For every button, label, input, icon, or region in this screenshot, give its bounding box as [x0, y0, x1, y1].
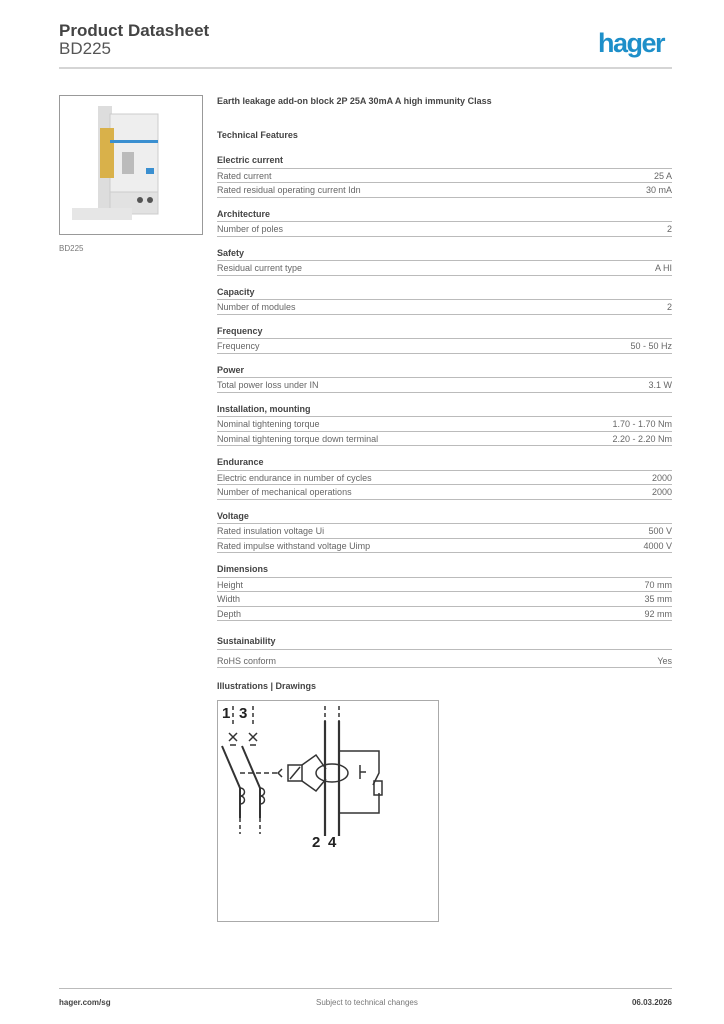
feature-sections [217, 154, 672, 668]
feature-label: RoHS conform [217, 655, 277, 666]
feature-label: Height [217, 579, 244, 590]
feature-value: 2.20 - 2.20 Nm [612, 433, 672, 444]
section-title: Power [217, 364, 672, 379]
feature-row [217, 417, 672, 432]
section-title: Installation, mounting [217, 403, 672, 418]
feature-row [217, 300, 672, 315]
section-title: Capacity [217, 286, 672, 301]
feature-value: 500 V [648, 526, 672, 536]
feature-label: Frequency [217, 341, 260, 351]
feature-section [217, 154, 672, 198]
wiring-diagram [217, 700, 439, 922]
terminal-label: 2 [312, 834, 321, 851]
footer-date: 06.03.2026 [631, 998, 672, 1007]
feature-label: Number of poles [217, 224, 284, 234]
feature-label: Rated current [217, 170, 272, 181]
footer-note: Subject to technical changes [316, 998, 418, 1007]
feature-label: Rated impulse withstand voltage Uimp [217, 540, 371, 551]
feature-label: Nominal tightening torque [217, 419, 320, 429]
datasheet-content [217, 96, 672, 668]
feature-row [217, 378, 672, 393]
footer-divider [59, 988, 672, 989]
feature-value: 70 mm [644, 579, 672, 590]
terminal-label: 3 [239, 705, 248, 722]
feature-section [217, 247, 672, 276]
illustrations-heading: Illustrations | Drawings [217, 681, 317, 691]
feature-row [217, 471, 672, 486]
hager-logo: hager [598, 28, 665, 58]
feature-value: 4000 V [643, 540, 672, 551]
feature-row [217, 539, 672, 554]
feature-row [217, 432, 672, 447]
feature-row [217, 524, 672, 539]
feature-value: 3.1 W [648, 380, 672, 390]
feature-row [217, 654, 672, 669]
feature-section [217, 364, 672, 393]
feature-label: Nominal tightening torque down terminal [217, 433, 379, 444]
feature-value: 92 mm [644, 608, 672, 619]
feature-row [217, 222, 672, 237]
feature-value: 2000 [651, 487, 672, 497]
feature-section [217, 403, 672, 447]
feature-section [217, 456, 672, 500]
page-title: Product Datasheet [59, 21, 210, 40]
feature-section [217, 286, 672, 315]
section-title: Safety [217, 247, 672, 262]
feature-value: 50 - 50 Hz [630, 341, 672, 351]
feature-label: Number of modules [217, 302, 296, 312]
technical-features-heading: Technical Features [217, 130, 298, 140]
feature-label: Residual current type [217, 263, 303, 273]
feature-label: Electric endurance in number of cycles [217, 472, 372, 483]
feature-section [217, 510, 672, 554]
feature-value: Yes [657, 655, 672, 666]
feature-section [217, 635, 672, 668]
section-title: Endurance [217, 456, 672, 471]
feature-label: Width [217, 594, 241, 604]
product-image-caption: BD225 [59, 244, 84, 253]
feature-label: Number of mechanical operations [217, 487, 352, 497]
feature-row [217, 169, 672, 184]
feature-row [217, 485, 672, 500]
feature-label: Rated residual operating current Idn [217, 185, 361, 195]
feature-value: 35 mm [644, 594, 672, 604]
feature-row [217, 183, 672, 198]
feature-row [217, 578, 672, 593]
feature-section [217, 563, 672, 621]
feature-value: 30 mA [645, 185, 672, 195]
feature-row [217, 261, 672, 276]
feature-value: 2 [666, 224, 672, 234]
feature-value: A HI [654, 263, 672, 273]
footer-website-link[interactable]: hager.com/sg [59, 998, 111, 1007]
section-title: Sustainability [217, 635, 672, 650]
feature-value: 2 [666, 302, 672, 312]
feature-value: 2000 [651, 472, 672, 483]
feature-row [217, 339, 672, 354]
section-title: Voltage [217, 510, 672, 525]
feature-row [217, 607, 672, 622]
feature-row [217, 592, 672, 607]
section-title: Dimensions [217, 563, 672, 578]
feature-value: 25 A [653, 170, 672, 181]
feature-section [217, 325, 672, 354]
feature-label: Total power loss under IN [217, 380, 319, 390]
product-code: BD225 [59, 39, 111, 58]
terminal-label: 1 [222, 705, 231, 722]
product-title: Earth leakage add-on block 2P 25A 30mA A high immunity Class [217, 96, 492, 106]
feature-value: 1.70 - 1.70 Nm [612, 419, 672, 429]
section-title: Architecture [217, 208, 672, 223]
feature-section [217, 208, 672, 237]
terminal-label: 4 [328, 834, 337, 851]
product-image [59, 95, 203, 235]
feature-label: Rated insulation voltage Ui [217, 526, 325, 536]
section-title: Frequency [217, 325, 672, 340]
feature-label: Depth [217, 608, 242, 619]
header-divider [59, 67, 672, 69]
section-title: Electric current [217, 154, 672, 169]
